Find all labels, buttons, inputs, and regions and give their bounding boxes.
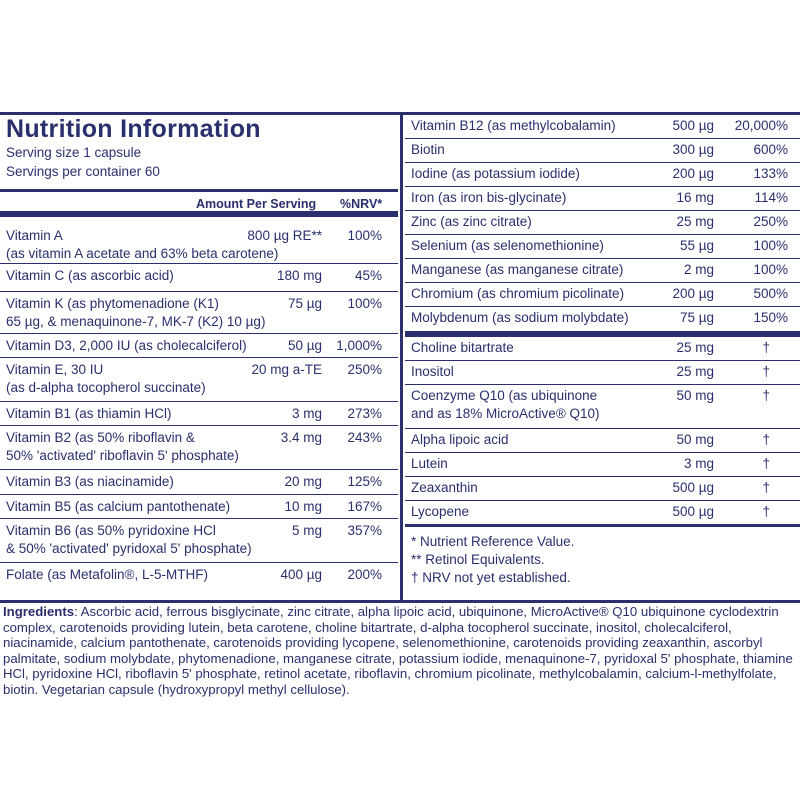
nutrient-row bbox=[0, 495, 398, 519]
nutrient-row bbox=[405, 337, 800, 361]
nutrient-row bbox=[405, 235, 800, 259]
nutrient-amount: 50 mg bbox=[676, 388, 714, 403]
nutrient-amount: 25 mg bbox=[676, 340, 714, 355]
nutrient-name: Manganese (as manganese citrate) bbox=[411, 262, 624, 277]
nutrient-name: Vitamin D3, 2,000 IU (as cholecalciferol) bbox=[6, 338, 247, 353]
servings-per-container: Servings per container 60 bbox=[6, 164, 160, 179]
nutrient-name: Vitamin B2 (as 50% riboflavin & bbox=[6, 430, 195, 445]
nutrient-name: Vitamin K (as phytomenadione (K1) bbox=[6, 296, 219, 311]
nutrient-source: (as vitamin A acetate and 63% beta carotene) bbox=[6, 246, 279, 261]
nutrient-amount: 75 µg bbox=[287, 296, 322, 311]
nutrient-nrv: 100% bbox=[753, 238, 788, 253]
nutrient-nrv: 100% bbox=[753, 262, 788, 277]
nutrient-source: and as 18% MicroActive® Q10) bbox=[411, 406, 600, 421]
nutrient-row bbox=[405, 283, 800, 307]
right-column bbox=[405, 115, 800, 598]
nutrient-amount: 400 µg bbox=[280, 567, 322, 582]
nutrient-amount: 75 µg bbox=[679, 310, 714, 325]
nutrient-nrv: 20,000% bbox=[734, 118, 788, 133]
nutrient-nrv: 243% bbox=[347, 430, 382, 445]
nutrient-row bbox=[405, 361, 800, 385]
nutrient-nrv: 100% bbox=[347, 296, 382, 311]
nutrient-amount: 800 µg RE** bbox=[247, 228, 322, 243]
nutrient-nrv: 1,000% bbox=[336, 338, 382, 353]
nutrient-amount: 25 mg bbox=[676, 214, 714, 229]
nutrient-amount: 25 mg bbox=[676, 364, 714, 379]
nutrient-nrv: † bbox=[762, 432, 770, 447]
nutrient-amount: 180 mg bbox=[276, 268, 322, 283]
ingredients-label: Ingredients bbox=[3, 604, 75, 619]
ingredients bbox=[0, 600, 800, 698]
nutrient-row bbox=[0, 264, 398, 292]
nutrient-amount: 500 µg bbox=[672, 504, 714, 519]
nutrient-amount: 500 µg bbox=[672, 480, 714, 495]
nutrient-amount: 200 µg bbox=[672, 286, 714, 301]
nutrient-name: Vitamin B3 (as niacinamide) bbox=[6, 474, 174, 489]
nutrient-name: Biotin bbox=[411, 142, 445, 157]
nutrient-name: Vitamin B12 (as methylcobalamin) bbox=[411, 118, 616, 133]
footnote: * Nutrient Reference Value. bbox=[411, 534, 575, 549]
nutrient-row bbox=[0, 426, 398, 470]
nutrient-amount: 5 mg bbox=[291, 523, 322, 538]
nutrient-name: Chromium (as chromium picolinate) bbox=[411, 286, 625, 301]
nutrient-nrv: 100% bbox=[347, 228, 382, 243]
nutrient-name: Zinc (as zinc citrate) bbox=[411, 214, 532, 229]
nutrient-name: Lutein bbox=[411, 456, 448, 471]
nutrient-row bbox=[0, 470, 398, 495]
nutrient-source: 50% 'activated' riboflavin 5' phosphate) bbox=[6, 448, 239, 463]
nutrient-name: Inositol bbox=[411, 364, 454, 379]
nutrient-nrv: 600% bbox=[753, 142, 788, 157]
nutrient-source: & 50% 'activated' pyridoxal 5' phosphate) bbox=[6, 541, 252, 556]
nutrient-row bbox=[0, 292, 398, 334]
nutrient-amount: 20 mg a-TE bbox=[251, 362, 322, 377]
nutrient-nrv: 133% bbox=[753, 166, 788, 181]
left-column bbox=[0, 115, 398, 598]
nutrient-nrv: 273% bbox=[347, 406, 382, 421]
nutrient-name: Iron (as iron bis-glycinate) bbox=[411, 190, 567, 205]
nutrient-nrv: † bbox=[762, 364, 770, 379]
nutrient-source: 65 µg, & menaquinone-7, MK-7 (K2) 10 µg) bbox=[6, 314, 266, 329]
nutrient-amount: 3.4 mg bbox=[280, 430, 322, 445]
nutrient-nrv: 250% bbox=[347, 362, 382, 377]
nutrient-row bbox=[405, 163, 800, 187]
nutrient-name: Vitamin C (as ascorbic acid) bbox=[6, 268, 174, 283]
nutrient-source: (as d-alpha tocopherol succinate) bbox=[6, 380, 206, 395]
nutrient-amount: 50 mg bbox=[676, 432, 714, 447]
nutrient-amount: 3 mg bbox=[291, 406, 322, 421]
nutrient-row bbox=[405, 477, 800, 501]
nutrient-name: Alpha lipoic acid bbox=[411, 432, 509, 447]
nutrient-name: Vitamin E, 30 IU bbox=[6, 362, 104, 377]
serving-size: Serving size 1 capsule bbox=[6, 145, 142, 160]
nutrient-name: Molybdenum (as sodium molybdate) bbox=[411, 310, 629, 325]
nutrient-row bbox=[0, 224, 398, 264]
ingredients-text: : Ascorbic acid, ferrous bisglycinate, zinc citrate, alpha lipoic acid, ubiquinone, MicroActive® Q10 ubiquinone cyclodextrin complex, carotenoids providing lutein, beta carotene, choline bitartrate, d-alpha tocopherol succinate, inositol, cholecalciferol, niacinamide, calcium pantothenate, carotenoids providing lycopene, selenomethionine, carotenoids providing zeaxanthin, ascorbyl palmitate, sodium molybdate, phytomenadione, manganese citrate, potassium iodide, menaquinone-7, pyridoxal 5' phosphate, thiamine HCl, pyridoxine HCl, riboflavin 5' phosphate, retinol acetate, riboflavin, chromium picolinate, methylcobalamin, calcium-l-methylfolate, biotin. Vegetarian capsule (hydroxypropyl methyl cellulose). bbox=[3, 604, 793, 697]
nutrient-amount: 50 µg bbox=[287, 338, 322, 353]
nutrient-nrv: † bbox=[762, 480, 770, 495]
nutrient-row bbox=[0, 519, 398, 563]
column-header bbox=[0, 189, 398, 217]
nutrient-nrv: † bbox=[762, 456, 770, 471]
amount-header: Amount Per Serving bbox=[196, 197, 317, 211]
nutrient-nrv: 500% bbox=[753, 286, 788, 301]
nutrient-amount: 500 µg bbox=[672, 118, 714, 133]
nutrient-name: Vitamin A bbox=[6, 228, 63, 243]
nutrient-nrv: 250% bbox=[753, 214, 788, 229]
nutrient-nrv: 200% bbox=[347, 567, 382, 582]
nutrient-name: Coenzyme Q10 (as ubiquinone bbox=[411, 388, 598, 403]
page-title: Nutrition Information bbox=[6, 115, 261, 143]
nutrient-amount: 300 µg bbox=[672, 142, 714, 157]
nutrient-name: Lycopene bbox=[411, 504, 470, 519]
nutrient-row bbox=[405, 453, 800, 477]
nutrient-row bbox=[0, 402, 398, 426]
nutrient-amount: 20 mg bbox=[284, 474, 322, 489]
nutrient-row bbox=[0, 358, 398, 402]
footnote: ** Retinol Equivalents. bbox=[411, 552, 545, 567]
nutrient-nrv: 167% bbox=[347, 499, 382, 514]
nutrient-name: Vitamin B1 (as thiamin HCl) bbox=[6, 406, 172, 421]
nutrient-nrv: 357% bbox=[347, 523, 382, 538]
nutrient-row bbox=[405, 307, 800, 337]
nutrient-nrv: 125% bbox=[347, 474, 382, 489]
nutrient-name: Vitamin B5 (as calcium pantothenate) bbox=[6, 499, 231, 514]
nutrient-name: Iodine (as potassium iodide) bbox=[411, 166, 580, 181]
nutrient-name: Choline bitartrate bbox=[411, 340, 514, 355]
nutrient-row bbox=[405, 211, 800, 235]
nutrient-nrv: 150% bbox=[753, 310, 788, 325]
nutrient-row bbox=[405, 139, 800, 163]
nutrient-row bbox=[405, 385, 800, 429]
nutrient-amount: 10 mg bbox=[284, 499, 322, 514]
nutrient-amount: 16 mg bbox=[676, 190, 714, 205]
nutrient-nrv: † bbox=[762, 340, 770, 355]
nutrient-nrv: 45% bbox=[354, 268, 382, 283]
nutrient-row bbox=[0, 563, 398, 587]
nutrient-row bbox=[405, 429, 800, 453]
nutrient-name: Vitamin B6 (as 50% pyridoxine HCl bbox=[6, 523, 216, 538]
nutrient-amount: 55 µg bbox=[679, 238, 714, 253]
nutrient-nrv: 114% bbox=[754, 190, 788, 205]
nutrient-name: Selenium (as selenomethionine) bbox=[411, 238, 604, 253]
nutrient-name: Folate (as Metafolin®, L-5-MTHF) bbox=[6, 567, 208, 582]
nutrient-amount: 3 mg bbox=[683, 456, 714, 471]
column-divider bbox=[400, 112, 403, 600]
nutrient-row bbox=[405, 187, 800, 211]
nutrient-nrv: † bbox=[762, 388, 770, 403]
nutrient-row bbox=[405, 115, 800, 139]
nutrient-amount: 200 µg bbox=[672, 166, 714, 181]
nutrient-row bbox=[405, 501, 800, 527]
nutrient-amount: 2 mg bbox=[683, 262, 714, 277]
nutrient-row bbox=[0, 334, 398, 358]
nutrient-nrv: † bbox=[762, 504, 770, 519]
nrv-header: %NRV* bbox=[340, 197, 383, 211]
footnote: † NRV not yet established. bbox=[411, 570, 571, 585]
nutrient-row bbox=[405, 259, 800, 283]
nutrient-name: Zeaxanthin bbox=[411, 480, 478, 495]
